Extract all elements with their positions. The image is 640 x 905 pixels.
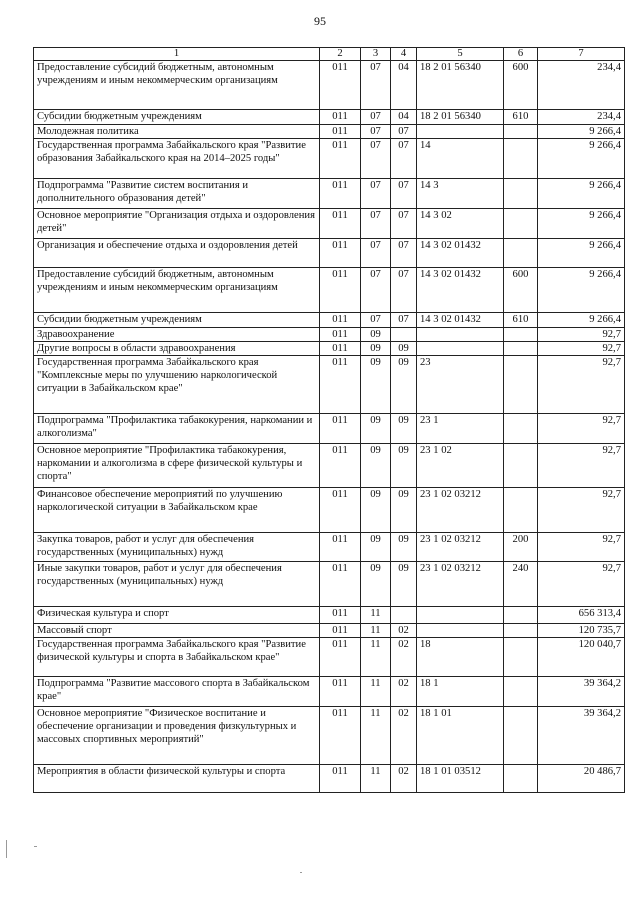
cell-target: 23: [417, 356, 504, 414]
cell-section: 09: [361, 342, 391, 356]
cell-expense-type: [504, 488, 538, 533]
cell-amount: 9 266,4: [538, 268, 625, 313]
cell-subsection: 07: [391, 125, 417, 139]
cell-amount: 656 313,4: [538, 607, 625, 624]
cell-expense-type: [504, 209, 538, 239]
cell-admin: 011: [320, 414, 361, 444]
cell-expense-type: [504, 624, 538, 638]
table-row: [34, 328, 625, 342]
cell-target: 23 1 02 03212: [417, 533, 504, 562]
cell-amount: 9 266,4: [538, 139, 625, 179]
table-row: [34, 61, 625, 110]
cell-amount: 92,7: [538, 414, 625, 444]
cell-subsection: 09: [391, 444, 417, 488]
table-row: [34, 342, 625, 356]
cell-subsection: 02: [391, 677, 417, 707]
cell-admin: 011: [320, 209, 361, 239]
cell-expense-type: [504, 765, 538, 793]
cell-admin: 011: [320, 765, 361, 793]
table-row: [34, 125, 625, 139]
cell-subsection: 09: [391, 533, 417, 562]
cell-name: Предоставление субсидий бюджетным, автономным учреждениям и иным некоммерческим организациям: [34, 61, 320, 110]
cell-name: Подпрограмма "Профилактика табакокурения, наркомании и алкоголизма": [34, 414, 320, 444]
column-header: 1: [34, 48, 320, 61]
scan-mark: [300, 872, 302, 873]
cell-expense-type: [504, 239, 538, 268]
cell-target: 14 3: [417, 179, 504, 209]
cell-subsection: 04: [391, 61, 417, 110]
cell-section: 11: [361, 765, 391, 793]
table-row: [34, 638, 625, 677]
cell-section: 09: [361, 356, 391, 414]
cell-subsection: 07: [391, 268, 417, 313]
cell-target: 23 1 02 03212: [417, 562, 504, 607]
cell-name: Основное мероприятие "Физическое воспитание и обеспечение организации и проведения физкультурных и массовых спортивных мероприятий": [34, 707, 320, 765]
cell-target: 23 1 02 03212: [417, 488, 504, 533]
cell-section: 09: [361, 562, 391, 607]
table-row: [34, 562, 625, 607]
cell-expense-type: [504, 677, 538, 707]
table-row: [34, 179, 625, 209]
cell-amount: 234,4: [538, 61, 625, 110]
cell-target: 23 1 02: [417, 444, 504, 488]
cell-amount: 39 364,2: [538, 707, 625, 765]
column-header: 7: [538, 48, 625, 61]
cell-subsection: 09: [391, 342, 417, 356]
table-row: [34, 488, 625, 533]
cell-target: [417, 624, 504, 638]
cell-subsection: 07: [391, 239, 417, 268]
table-body: [34, 61, 625, 793]
column-header: 3: [361, 48, 391, 61]
cell-admin: 011: [320, 488, 361, 533]
cell-expense-type: [504, 342, 538, 356]
cell-target: 18 1: [417, 677, 504, 707]
cell-section: 07: [361, 209, 391, 239]
cell-target: 14 3 02 01432: [417, 268, 504, 313]
cell-amount: 234,4: [538, 110, 625, 125]
cell-expense-type: [504, 414, 538, 444]
cell-amount: 9 266,4: [538, 313, 625, 328]
cell-subsection: 02: [391, 765, 417, 793]
cell-section: 09: [361, 414, 391, 444]
cell-expense-type: 600: [504, 268, 538, 313]
cell-amount: 120 735,7: [538, 624, 625, 638]
cell-subsection: 02: [391, 638, 417, 677]
cell-section: 11: [361, 624, 391, 638]
cell-target: 18 2 01 56340: [417, 110, 504, 125]
cell-expense-type: [504, 638, 538, 677]
cell-name: Иные закупки товаров, работ и услуг для обеспечения государственных (муниципальных) нужд: [34, 562, 320, 607]
table-row: [34, 110, 625, 125]
cell-admin: 011: [320, 638, 361, 677]
cell-name: Государственная программа Забайкальского края "Комплексные меры по улучшению наркологической ситуации в Забайкальском крае": [34, 356, 320, 414]
cell-name: Закупка товаров, работ и услуг для обеспечения государственных (муниципальных) нужд: [34, 533, 320, 562]
cell-target: 18 1 01 03512: [417, 765, 504, 793]
cell-admin: 011: [320, 61, 361, 110]
cell-admin: 011: [320, 139, 361, 179]
cell-amount: 92,7: [538, 356, 625, 414]
cell-admin: 011: [320, 562, 361, 607]
cell-admin: 011: [320, 268, 361, 313]
cell-amount: 9 266,4: [538, 179, 625, 209]
cell-subsection: 09: [391, 356, 417, 414]
cell-section: 07: [361, 110, 391, 125]
cell-subsection: 09: [391, 488, 417, 533]
cell-expense-type: [504, 607, 538, 624]
cell-section: 11: [361, 677, 391, 707]
cell-expense-type: 610: [504, 110, 538, 125]
cell-amount: 20 486,7: [538, 765, 625, 793]
cell-name: Государственная программа Забайкальского края "Развитие физической культуры и спорта в Забайкальском крае": [34, 638, 320, 677]
cell-name: Здравоохранение: [34, 328, 320, 342]
cell-name: Организация и обеспечение отдыха и оздоровления детей: [34, 239, 320, 268]
cell-target: 14 3 02 01432: [417, 239, 504, 268]
cell-name: Финансовое обеспечение мероприятий по улучшению наркологической ситуации в Забайкальском крае: [34, 488, 320, 533]
table-row: [34, 239, 625, 268]
cell-target: 18 1 01: [417, 707, 504, 765]
cell-name: Мероприятия в области физической культуры и спорта: [34, 765, 320, 793]
cell-name: Подпрограмма "Развитие систем воспитания и дополнительного образования детей": [34, 179, 320, 209]
table-row: [34, 414, 625, 444]
cell-target: 14 3 02: [417, 209, 504, 239]
cell-amount: 9 266,4: [538, 209, 625, 239]
table-row: [34, 677, 625, 707]
cell-admin: 011: [320, 677, 361, 707]
page-number: 95: [314, 14, 326, 28]
cell-section: 11: [361, 638, 391, 677]
cell-amount: 92,7: [538, 328, 625, 342]
table-row: [34, 209, 625, 239]
cell-section: 07: [361, 61, 391, 110]
scan-mark: [34, 846, 37, 847]
table-row: [34, 444, 625, 488]
table-row: [34, 313, 625, 328]
cell-expense-type: [504, 356, 538, 414]
cell-admin: 011: [320, 239, 361, 268]
cell-admin: 011: [320, 179, 361, 209]
cell-amount: 9 266,4: [538, 125, 625, 139]
cell-section: 07: [361, 239, 391, 268]
cell-amount: 39 364,2: [538, 677, 625, 707]
scan-mark: [6, 840, 7, 858]
table-row: [34, 356, 625, 414]
table-row: [34, 765, 625, 793]
cell-section: 07: [361, 313, 391, 328]
budget-table: [33, 47, 625, 793]
cell-name: Основное мероприятие "Организация отдыха и оздоровления детей": [34, 209, 320, 239]
cell-subsection: [391, 607, 417, 624]
cell-subsection: 09: [391, 562, 417, 607]
cell-admin: 011: [320, 313, 361, 328]
cell-section: 09: [361, 444, 391, 488]
column-header: 2: [320, 48, 361, 61]
cell-section: 09: [361, 533, 391, 562]
cell-section: 11: [361, 607, 391, 624]
cell-target: [417, 125, 504, 139]
cell-admin: 011: [320, 125, 361, 139]
cell-section: 07: [361, 139, 391, 179]
column-header: 4: [391, 48, 417, 61]
cell-name: Основное мероприятие "Профилактика табакокурения, наркомании и алкоголизма в сфере физической культуры и спорта": [34, 444, 320, 488]
cell-name: Физическая культура и спорт: [34, 607, 320, 624]
cell-section: 09: [361, 488, 391, 533]
cell-subsection: 09: [391, 414, 417, 444]
cell-admin: 011: [320, 342, 361, 356]
cell-amount: 9 266,4: [538, 239, 625, 268]
cell-expense-type: [504, 707, 538, 765]
cell-admin: 011: [320, 624, 361, 638]
cell-amount: 92,7: [538, 342, 625, 356]
cell-target: 18 2 01 56340: [417, 61, 504, 110]
cell-expense-type: [504, 444, 538, 488]
cell-expense-type: 600: [504, 61, 538, 110]
cell-target: 14 3 02 01432: [417, 313, 504, 328]
cell-admin: 011: [320, 110, 361, 125]
cell-name: Предоставление субсидий бюджетным, автономным учреждениям и иным некоммерческим организациям: [34, 268, 320, 313]
cell-expense-type: [504, 125, 538, 139]
cell-expense-type: [504, 179, 538, 209]
cell-target: 14: [417, 139, 504, 179]
cell-target: [417, 607, 504, 624]
cell-admin: 011: [320, 444, 361, 488]
cell-subsection: 02: [391, 707, 417, 765]
cell-subsection: 07: [391, 139, 417, 179]
cell-section: 11: [361, 707, 391, 765]
table-row: [34, 607, 625, 624]
table-row: [34, 268, 625, 313]
cell-admin: 011: [320, 707, 361, 765]
cell-name: Молодежная политика: [34, 125, 320, 139]
header-row: [34, 48, 625, 61]
cell-section: 07: [361, 179, 391, 209]
cell-target: [417, 342, 504, 356]
cell-name: Другие вопросы в области здравоохранения: [34, 342, 320, 356]
cell-subsection: 04: [391, 110, 417, 125]
column-header: 5: [417, 48, 504, 61]
cell-expense-type: [504, 139, 538, 179]
cell-name: Массовый спорт: [34, 624, 320, 638]
cell-section: 09: [361, 328, 391, 342]
cell-name: Субсидии бюджетным учреждениям: [34, 110, 320, 125]
cell-subsection: 02: [391, 624, 417, 638]
cell-admin: 011: [320, 356, 361, 414]
cell-target: [417, 328, 504, 342]
table-row: [34, 533, 625, 562]
cell-amount: 92,7: [538, 488, 625, 533]
cell-subsection: [391, 328, 417, 342]
cell-admin: 011: [320, 607, 361, 624]
cell-subsection: 07: [391, 179, 417, 209]
cell-amount: 92,7: [538, 533, 625, 562]
table-row: [34, 624, 625, 638]
cell-name: Подпрограмма "Развитие массового спорта в Забайкальском крае": [34, 677, 320, 707]
cell-subsection: 07: [391, 313, 417, 328]
cell-name: Субсидии бюджетным учреждениям: [34, 313, 320, 328]
column-header: 6: [504, 48, 538, 61]
cell-amount: 92,7: [538, 562, 625, 607]
cell-admin: 011: [320, 328, 361, 342]
cell-admin: 011: [320, 533, 361, 562]
cell-subsection: 07: [391, 209, 417, 239]
cell-section: 07: [361, 125, 391, 139]
cell-expense-type: 610: [504, 313, 538, 328]
cell-amount: 120 040,7: [538, 638, 625, 677]
cell-section: 07: [361, 268, 391, 313]
cell-expense-type: [504, 328, 538, 342]
cell-expense-type: 200: [504, 533, 538, 562]
table-row: [34, 707, 625, 765]
cell-name: Государственная программа Забайкальского края "Развитие образования Забайкальского края на 2014–2025 годы": [34, 139, 320, 179]
cell-amount: 92,7: [538, 444, 625, 488]
cell-target: 23 1: [417, 414, 504, 444]
cell-expense-type: 240: [504, 562, 538, 607]
table-row: [34, 139, 625, 179]
cell-target: 18: [417, 638, 504, 677]
